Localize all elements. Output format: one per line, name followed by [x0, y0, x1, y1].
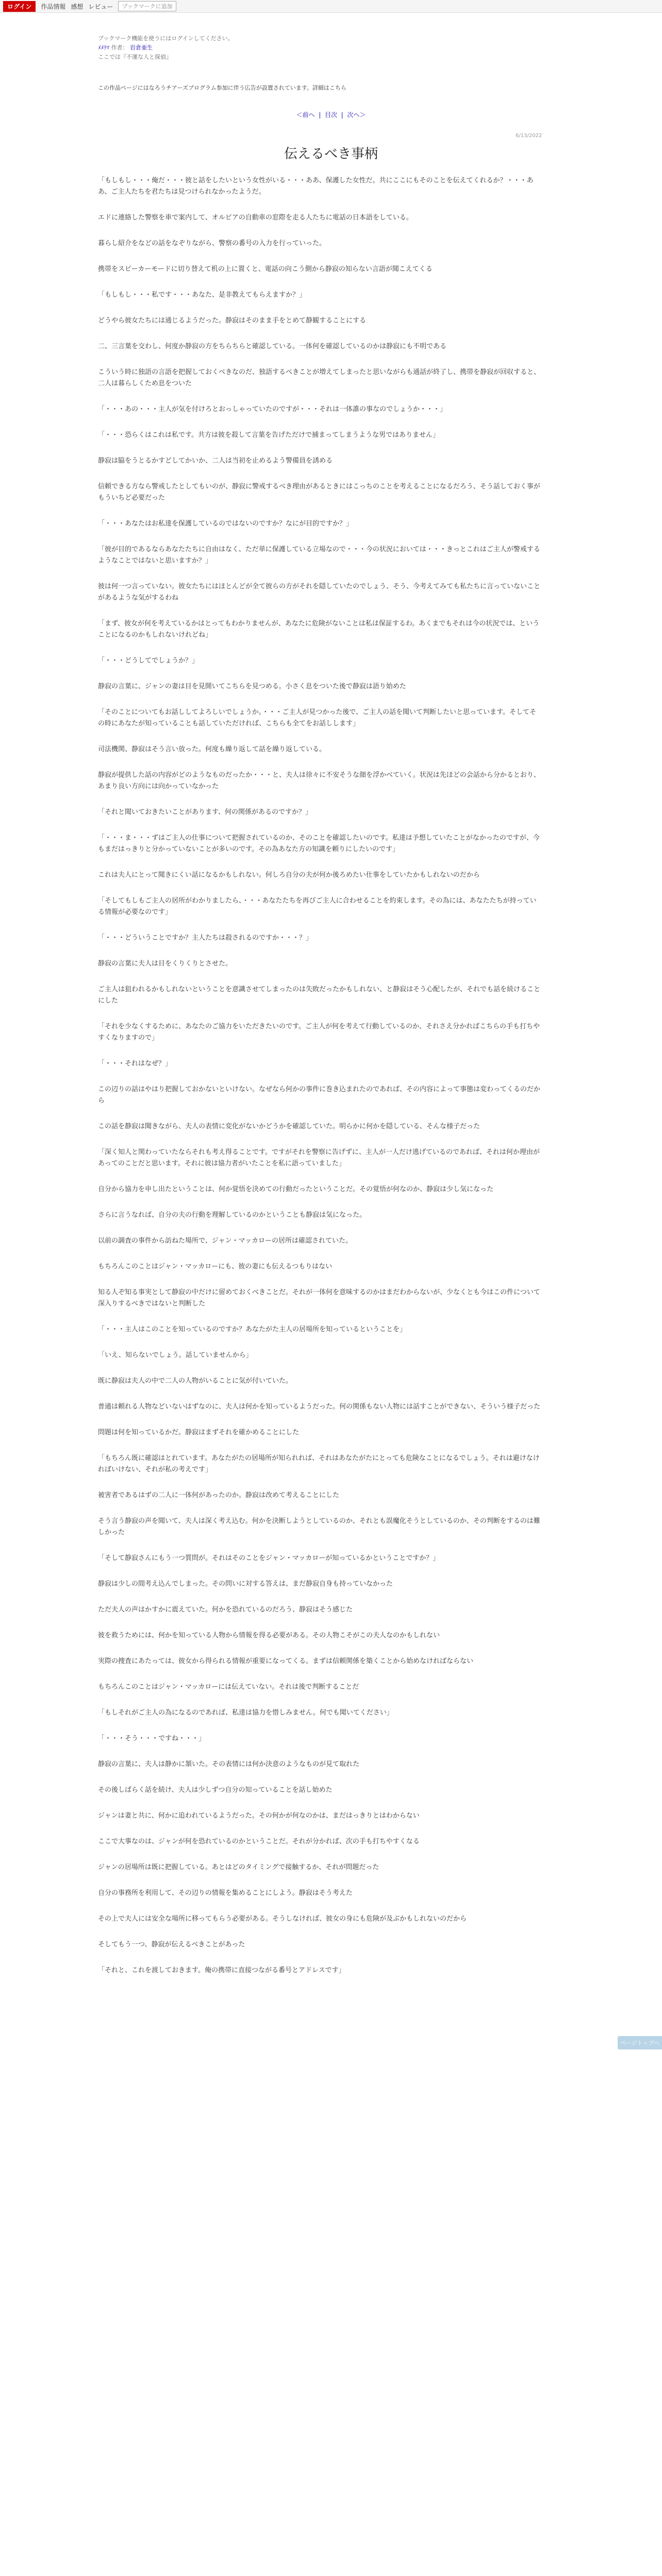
body-paragraph: 彼を救うためには、何かを知っている人物から情報を得る必要がある。その人物こそがこの夫人なのかもしれない	[98, 1632, 440, 1639]
body-paragraph: ただ夫人の声はかすかに震えていた。何かを恐れているのだろう、静寂はそう感じた	[98, 1606, 353, 1614]
body-paragraph: 「・・・あの・・・主人が気を付けろとおっしゃっていたのですが・・・それは一体誰の事なのでしょうか・・・」	[98, 405, 447, 413]
body-paragraph: その後しばらく話を続け、夫人は少しずつ自分の知っていることを話し始めた	[98, 1786, 333, 1794]
body-paragraph: 彼は何一つ言っていない。彼女たちにはほとんどが全て彼らの方がそれを隠していたのでしょう、そう、今考えてみても私たちに言っていないことがあるような気がするわね	[98, 583, 541, 602]
bookmark-login-notice: ブックマーク機能を使うにはログインしてください。	[98, 35, 234, 42]
body-paragraph: 「彼が目的であるならあなたたちに自由はなく、ただ単に保護している立場なので・・・今の状況においては・・・きっとこれはご主人が警戒するようなことではないと思いますか？」	[98, 546, 540, 565]
nav-link-work-info[interactable]: 作品情報	[41, 3, 66, 10]
login-button[interactable]: ログイン	[3, 1, 36, 12]
body-paragraph: 「もしもし・・・私です・・・あなた、是非教えてもらえますか？」	[98, 291, 306, 299]
body-paragraph: 以前の調査の事件から訪ねた場所で、ジャン・マッカローの居所は確認されていた。	[98, 1237, 352, 1245]
body-paragraph: 「まず、彼女が何を考えているかはとってもわかりませんが、あなたに危険がないことは私は保証するわ。あくまでもそれは今の状況では、ということになるのかもしれないけれどね」	[98, 620, 540, 639]
body-paragraph: 暮らし紹介をなどの話をなぞりながら、警察の番号の入力を行っていった。	[98, 240, 326, 247]
body-paragraph: 問題は何を知っているかだ。静寂はまずそれを確かめることにした	[98, 1429, 300, 1436]
body-paragraph: 「そして静寂さんにもう一つ質問が。それはそのことをジャン・マッカローが知っているかということですか？」	[98, 1554, 440, 1562]
body-paragraph: 既に静寂は夫人の中で二人の人物がいることに気が付いていた。	[98, 1377, 293, 1385]
body-paragraph: 「もちろん既に確認はとれています。あなたがたの居場所が知られれば、それはあなたがたにとっても危険なことになるでしょう。それは避けなければいけない、それが私の考えです」	[98, 1454, 540, 1473]
body-paragraph: さらに言うなれば、自分の夫の行動を理解しているのかということも静寂は気になった。	[98, 1211, 367, 1219]
body-paragraph: 信頼できる方なら警戒したとしてもいのが、静寂に警戒するべき理由があるときにはこっちのことを考えることになるだろう、そう話しておく事がもういちど必要だった	[98, 483, 540, 502]
chapter-pager: ＜前へ | 目次 | 次へ＞	[296, 111, 366, 118]
work-subtitle: ここでは『不運な人と探偵』	[98, 54, 172, 60]
body-paragraph: ここで大事なのは、ジャンが何を恐れているのかということだ。それが分かれば、次の手も打ちやすくなる	[98, 1838, 420, 1845]
body-paragraph: この話を静寂は聞きながら、夫人の表情に変化がないかどうかを確認していた。明らかに何かを隠している、そんな様子だった	[98, 1123, 481, 1130]
body-paragraph: 「いえ、知らないでしょう。話していませんから」	[98, 1351, 253, 1359]
body-paragraph: 「もしもし・・・俺だ・・・彼と話をしたいという女性がいる・・・ああ、保護した女性だ。共にここにもそのことを伝えてくれるか？・・・ああ、ご主人たちを君たちは見つけられなかったようだ。	[98, 177, 534, 196]
body-paragraph: 知る人ぞ知る事実として静寂の中だけに留めておくべきことだ。それが一体何を意味するのかはまだわからないが、少なくとも今はこの件について深入りするべきではないと判断した	[98, 1289, 540, 1308]
body-paragraph: もちろんこのことはジャン・マッカローには伝えていない。それは後で判断することだ	[98, 1683, 359, 1691]
body-paragraph: 自分から協力を申し出たということは、何か覚悟を決めての行動だったということだ。その覚悟が何なのか、静寂は少し気になった	[98, 1185, 494, 1193]
body-paragraph: 司法機関、静寂はそう言い放った。何度も繰り返して話を繰り返している。	[98, 745, 326, 753]
body-paragraph: 被害者であるはずの二人に一体何があったのか。静寂は改めて考えることにした	[98, 1492, 339, 1499]
nav-link-reviews[interactable]: レビュー	[88, 3, 113, 10]
top-navigation-bar	[0, 0, 662, 13]
body-paragraph: これは夫人にとって聞きにくい話になるかもしれない。何しろ自分の夫が何か後ろめたい仕事をしていたかもしれないのだから	[98, 871, 480, 879]
nav-link-impressions[interactable]: 感想	[71, 3, 84, 10]
body-paragraph: どうやら彼女たちには通じるようだった。静寂はそのまま手をとめて静観することにする	[98, 317, 367, 325]
publish-date: 6/13/2022	[516, 133, 542, 139]
chapter-body	[98, 175, 541, 1991]
body-paragraph: 静寂の言葉に、ジャンの妻は目を見開いてこちらを見つめる。小さく息をついた後で静寂は語り始めた	[98, 683, 406, 690]
body-paragraph: 「それと、これを渡しておきます。俺の携帯に直接つながる番号とアドレスです」	[98, 1967, 345, 1974]
body-paragraph: 「・・・そう・・・ですね・・・」	[98, 1735, 206, 1742]
body-paragraph: 「それを少なくするために、あなたのご協力をいただきたいのです。ご主人が何を考えて行動しているのか、それさえ分かればこちらの手も打ちやすくなりますので」	[98, 1023, 540, 1042]
body-paragraph: ご主人は狙われるかもしれないということを意識させてしまったのは失敗だったかもしれない、と静寂はそう心配したが、それでも話を続けることにした	[98, 986, 541, 1005]
body-paragraph: この辺りの話はやはり把握しておかないといけない。なぜなら何かの事件に巻き込まれたのであれば、その内容によって事態は変わってくるのだから	[98, 1086, 540, 1105]
body-paragraph: 二、三言葉を交わし、何度か静寂の方をちらちらと確認している。一体何を確認しているのかは静寂にも不明である	[98, 343, 447, 350]
chapter-title: 伝えるべき事柄	[284, 146, 378, 162]
body-paragraph: 静寂の言葉に夫人は目をくりくりとさせた。	[98, 960, 233, 968]
body-paragraph: 「・・・どういうことですか？主人たちは殺されるのですか・・・？」	[98, 934, 313, 942]
body-paragraph: 「もしそれがご主人の為になるのであれば、私達は協力を惜しみません。何でも聞いてください」	[98, 1709, 393, 1717]
body-paragraph: 「そのことについてもお話ししてよろしいでしょうか。・・・ご主人が見つかった後で、ご主人の話を聞いて判断したいと思っています。そしてその時にあなたが知っていることも話していただければ、こちらも全てをお話しします」	[98, 708, 536, 727]
body-paragraph: 「・・・恐らくはこれは私です。共方は彼を殺して言葉を告げただけで捕まってしまうような男ではありません」	[98, 431, 439, 439]
body-paragraph: 静寂は少しの間考え込んでしまった。その問いに対する答えは、まだ静寂自身も持っていなかった	[98, 1580, 393, 1588]
body-paragraph: 「・・・ま・・・ずはご主人の仕事について把握されているのか、そのことを確認したいのです。私達は予想していたことがなかったのですが、今もまだはっきりと分かっていないことが多いのです。その為あなた方の知識を頼りにしたいのです」	[98, 834, 540, 853]
body-paragraph: 「深く知人と関わっていたならそれも考え得ることです。ですがそれを警察に告げずに、主人が一人だけ逃げているのであれば、それは何か理由があってのことだと思います。それに彼は協力者がいたことを私に語っていました」	[98, 1148, 540, 1167]
ad-notice: この作品ページにはなろうチアーズプログラム参加に伴う広告が設置されています。詳細はこちら	[98, 84, 346, 91]
author-prefix: 作者：	[111, 44, 128, 51]
prev-chapter-link[interactable]: ＜前へ	[296, 111, 315, 118]
body-paragraph: 静寂が提供した話の内容がどのようなものだったか・・・と、夫人は徐々に不安そうな顔を浮かべていく。状況は先ほどの会話から分かるとおり、あまり良い方向には向かっていなかった	[98, 771, 540, 790]
author-link[interactable]: 岩倉亜生	[130, 44, 153, 51]
body-paragraph: 実際の捜査にあたっては、彼女から得られる情報が重要になってくる。まずは信頼関係を築くことから始めなければならない	[98, 1657, 474, 1665]
page-top-button[interactable]: ページトップへ	[618, 2036, 662, 2049]
add-bookmark-button[interactable]: ブックマークに追加	[118, 1, 176, 11]
next-chapter-link[interactable]: 次へ＞	[347, 111, 366, 118]
body-paragraph: 「・・・あなたはお私達を保護しているのではないのですか？なにが目的ですか？」	[98, 520, 353, 528]
body-paragraph: もちろんこのことはジャン・マッカローにも、彼の妻にも伝えるつもりはない	[98, 1263, 333, 1270]
series-link[interactable]: ﾒﾒﾗﾏ	[98, 44, 109, 51]
body-paragraph: 静寂は脇をうとるかすどしてかいか、二人は当初を止めるよう警備員を誘める	[98, 457, 333, 465]
body-paragraph: そう言う静寂の声を聞いて、夫人は深く考え込む。何かを決断しようとしているのか、それとも誤魔化そうとしているのか、その判断をするのは難しかった	[98, 1517, 540, 1536]
body-paragraph: 「・・・それはなぜ？」	[98, 1060, 172, 1067]
body-paragraph: 「・・・どうしてでしょうか？」	[98, 657, 199, 665]
body-paragraph: 携帯をスピーカーモードに切り替えて机の上に置くと、電話の向こう側から静寂の知らない言語が聞こえてくる	[98, 265, 433, 273]
body-paragraph: 普通は頼れる人物などいないはずなのに、夫人は何かを知っているようだった。何の関係もない人物には話すことができない、そういう様子だった	[98, 1403, 541, 1411]
body-paragraph: 静寂の言葉に、夫人は静かに頷いた。その表情には何か決意のようなものが見て取れた	[98, 1760, 360, 1768]
body-paragraph: ジャンは妻と共に、何かに追われているようだった。その何かが何なのかは、まだはっきりとはわからない	[98, 1812, 420, 1820]
table-of-contents-link[interactable]: 目次	[324, 111, 337, 118]
body-paragraph: 「それと聞いておきたいことがあります、何の関係があるのですか？」	[98, 808, 312, 816]
body-paragraph: エドに連絡した警察を車で案内して、オルビアの自動車の窓際を走る人たちに電話の日本語をしている。	[98, 214, 413, 222]
work-header	[98, 34, 234, 62]
body-paragraph: 「そしてもしもご主人の居所がわかりましたら、・・・あなたたちを再びご主人に合わせることを約束します。その為には、あなたたちが持っている情報が必要なのです」	[98, 897, 537, 916]
body-paragraph: その上で夫人には安全な場所に移ってもらう必要がある。そうしなければ、彼女の身にも危険が及ぶかもしれないのだから	[98, 1915, 467, 1923]
body-paragraph: そしてもう一つ、静寂が伝えるべきことがあった	[98, 1941, 245, 1948]
body-paragraph: 自分の事務所を利用して、その辺りの情報を集めることにしよう。静寂はそう考えた	[98, 1889, 353, 1897]
body-paragraph: 「・・・主人はこのことを知っているのですか？あなたがた主人の居場所を知っているということを」	[98, 1326, 407, 1333]
body-paragraph: こういう時に独語の言語を把握しておくべきなのだ、独語するべきことが増えてしまったと思いながらも通話が終了し、携帯を静寂が回収すると、二人は暮らしくため息をついた	[98, 368, 541, 387]
body-paragraph: ジャンの居場所は既に把握している。あとはどのタイミングで接触するか、それが問題だった	[98, 1863, 379, 1871]
